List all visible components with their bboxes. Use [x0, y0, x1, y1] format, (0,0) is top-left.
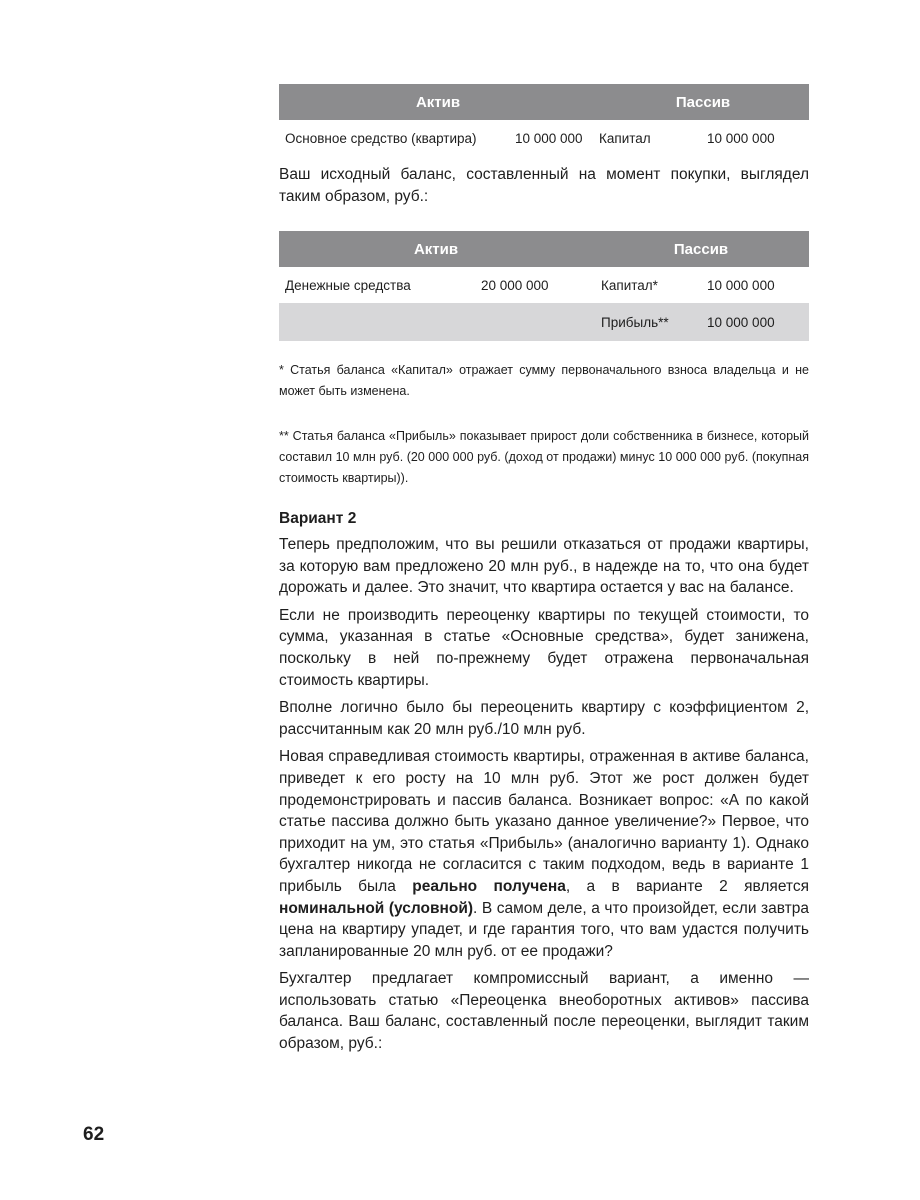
table-cell: Прибыль** [593, 303, 699, 341]
table-header-passive: Пассив [593, 231, 809, 267]
table-cell [279, 303, 475, 341]
table-header-passive: Пассив [597, 84, 809, 120]
emphasis-real: реально получена [412, 877, 566, 895]
paragraph [279, 746, 809, 962]
table-row [279, 120, 809, 156]
table-cell: Капитал* [601, 277, 658, 293]
table-cell: Денежные средства [285, 277, 411, 293]
table-cell: 10 000 000 [707, 277, 775, 293]
text-run: Новая справедливая стоимость квартиры, отраженная в активе баланса, приведет к его росту на 10 млн руб. Этот же рост должен будет продемонстрировать и пассив баланса. Возникает вопрос: «А по какой статье пассива должно быть указано данное увеличение?» Первое, что приходит на ум, это статья «Прибыль» (аналогично варианту 1). Однако бухгалтер никогда не согласится с таким подходом, ведь в варианте 1 прибыль была [279, 748, 809, 895]
paragraph: Теперь предположим, что вы решили отказаться от продажи квартиры, за которую вам предложено 20 млн руб., в надежде на то, что она будет дорожать и далее. Это значит, что квартира остается у вас на балансе. [279, 536, 809, 597]
text-run: . В самом деле, а что произойдет, если завтра цена на квартиру упадет, и где гарантия того, что вам удастся получить запланированные 20 млн руб. от ее продажи? [279, 899, 809, 960]
emphasis-nominal: номинальной (условной) [279, 899, 474, 917]
balance-table-sale [279, 231, 809, 341]
text-run: , а в варианте 2 является [565, 877, 810, 895]
paragraph-intro: Ваш исходный баланс, составленный на момент покупки, выглядел таким образом, руб.: [279, 166, 809, 205]
table-row [279, 303, 809, 341]
paragraph: Если не производить переоценку квартиры по текущей стоимости, то сумма, указанная в статье «Основные средства», будет занижена, поскольку в ней по-прежнему будет отражена первоначальная стоимость квартиры. [279, 606, 809, 689]
table-cell: 10 000 000 [515, 130, 583, 146]
table-cell [475, 303, 593, 341]
table-row [279, 267, 809, 303]
paragraph: Вполне логично было бы переоценить квартиру с коэффициентом 2, рассчитанным как 20 млн руб./10 млн руб. [279, 699, 809, 738]
table-cell: Капитал [599, 130, 651, 146]
paragraph: Бухгалтер предлагает компромиссный вариант, а именно — использовать статью «Переоценка внеоборотных активов» пассива баланса. Ваш баланс, составленный после переоценки, выглядит таким образом, руб.: [279, 970, 809, 1053]
table-header-active: Актив [279, 231, 593, 267]
balance-table-initial [279, 84, 809, 156]
footnote-capital: * Статья баланса «Капитал» отражает сумму первоначального взноса владельца и не может быть изменена. [279, 363, 809, 398]
table-cell: 10 000 000 [707, 130, 775, 146]
table-cell: Основное средство (квартира) [285, 130, 477, 146]
table-cell: 10 000 000 [699, 303, 809, 341]
page-number: 62 [83, 1124, 105, 1145]
footnote-profit: ** Статья баланса «Прибыль» показывает прирост доли собственника в бизнесе, который составил 10 млн руб. (20 000 000 руб. (доход от продажи) минус 10 000 000 руб. (покупная стоимость квартиры)). [279, 429, 809, 485]
variant-2-section [279, 508, 809, 1061]
table-header-active: Актив [279, 84, 597, 120]
section-heading: Вариант 2 [279, 510, 357, 527]
table-cell: 20 000 000 [481, 277, 549, 293]
